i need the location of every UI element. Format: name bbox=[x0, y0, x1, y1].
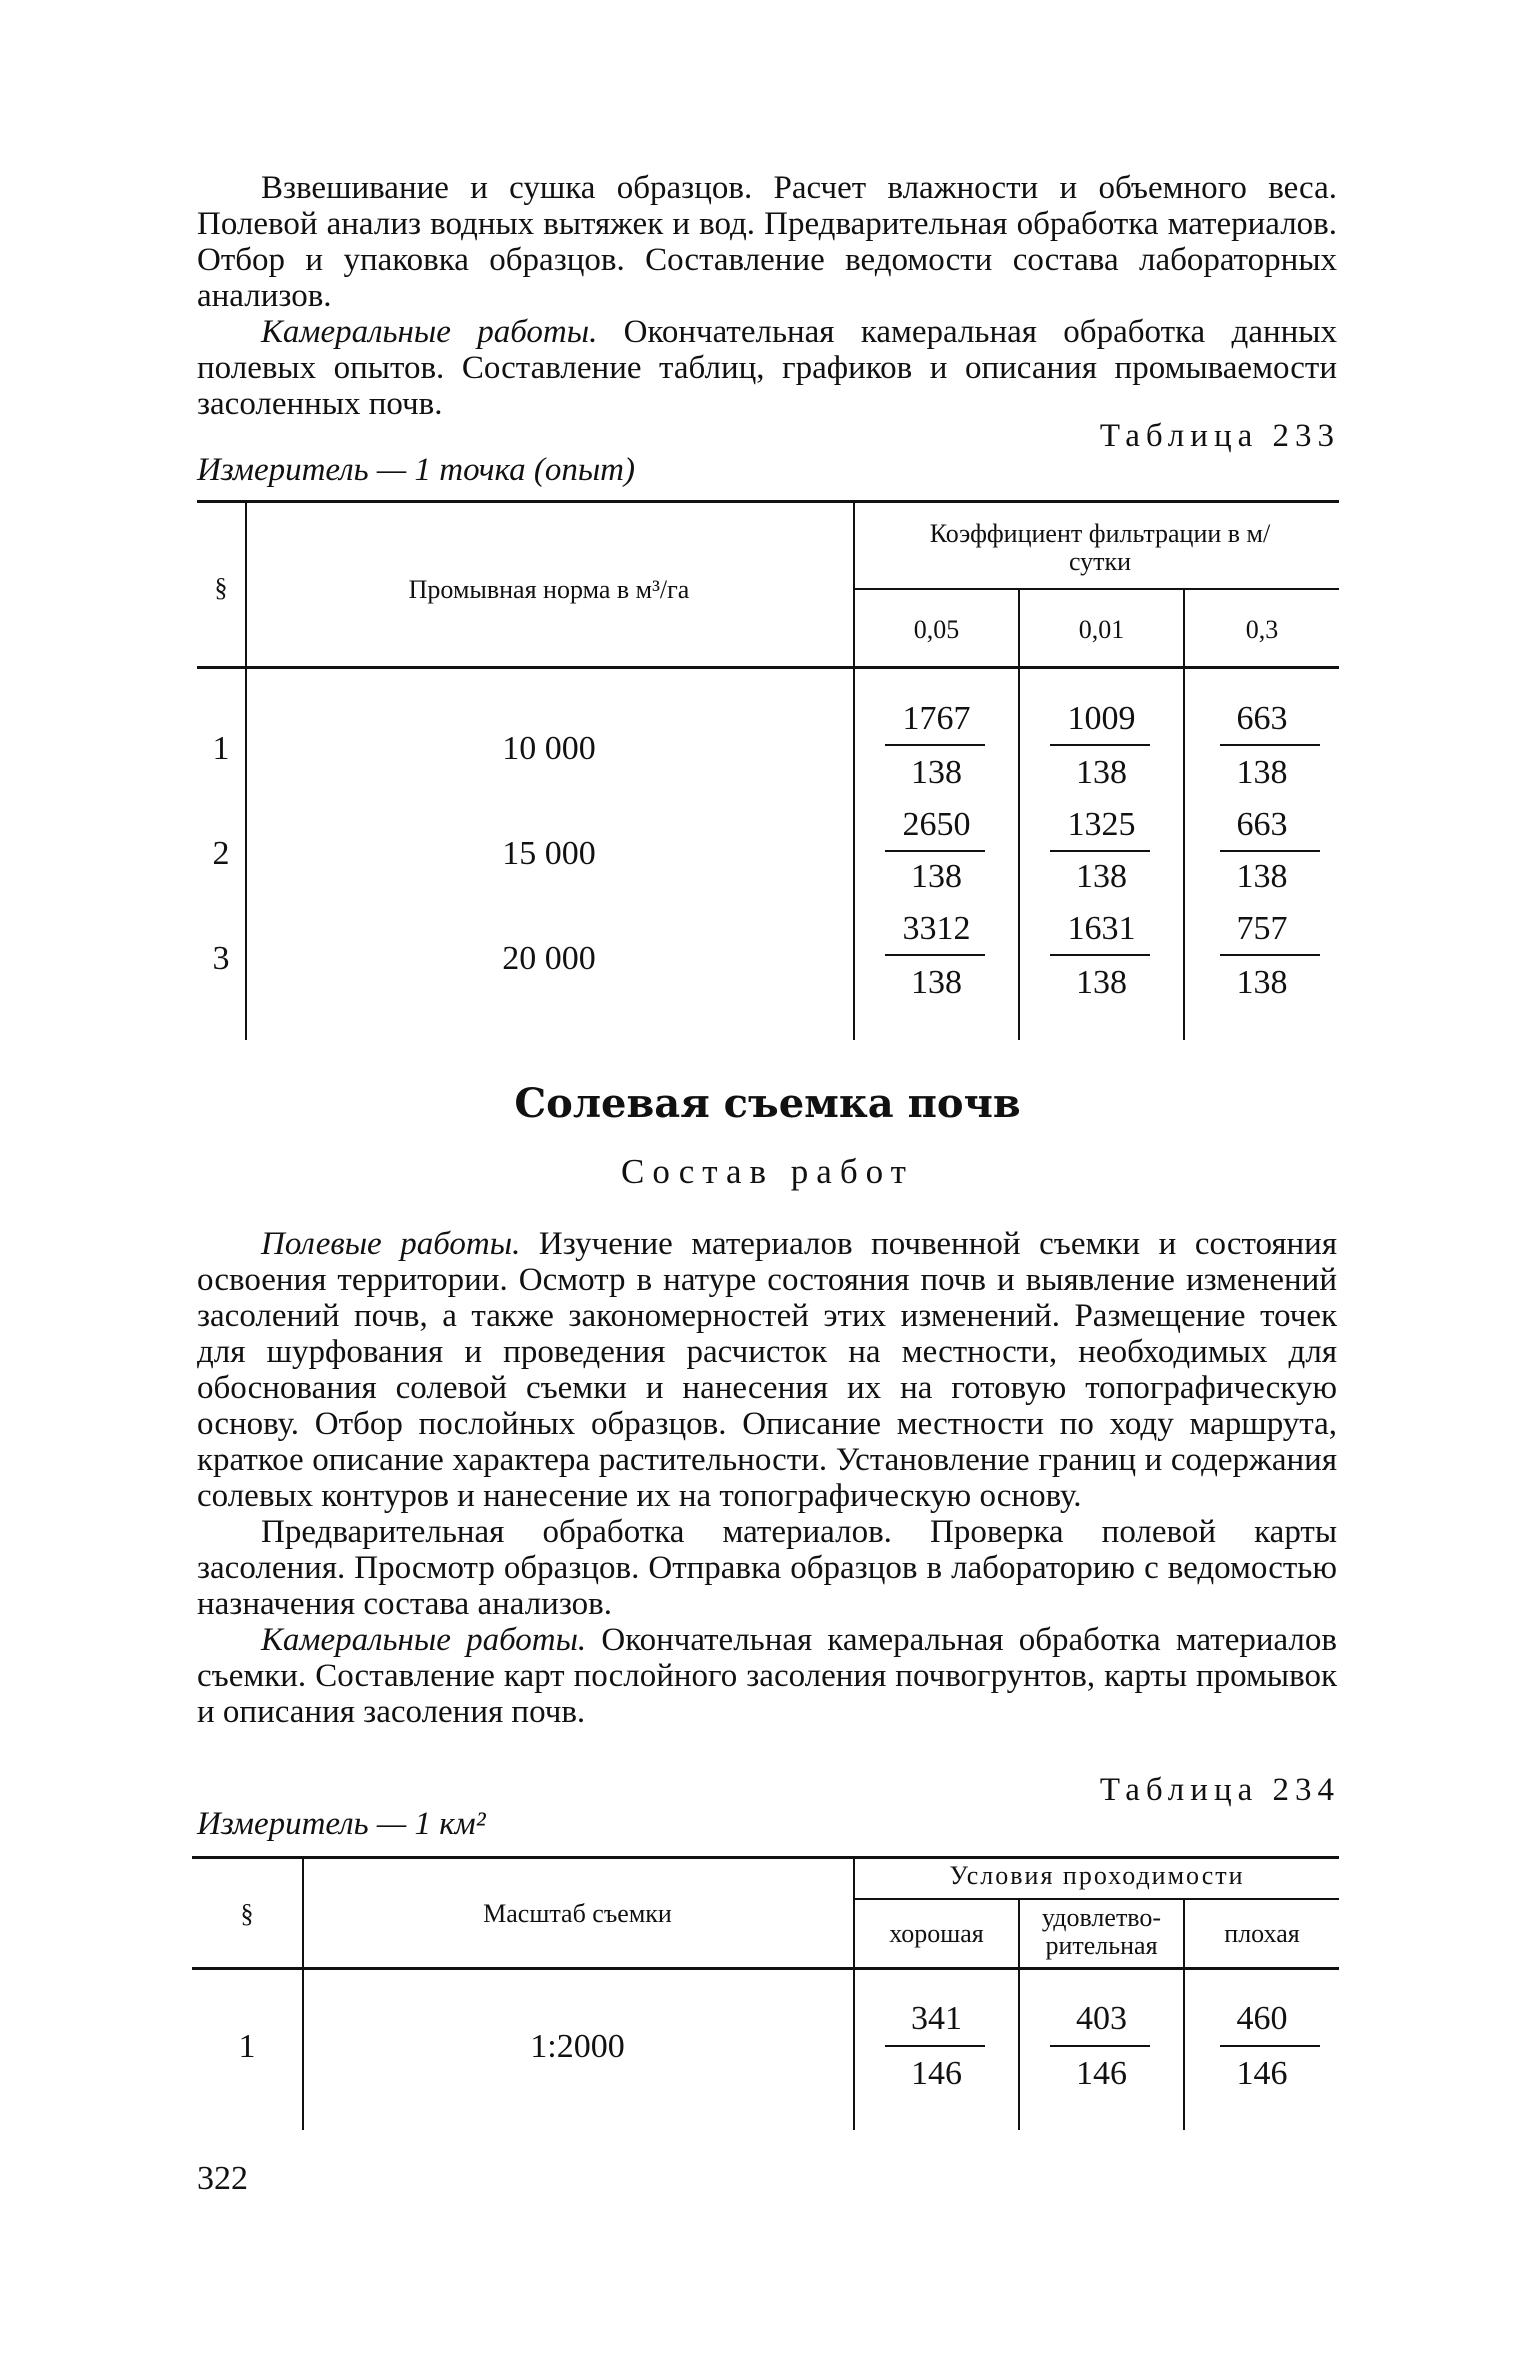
table-233-numerator: 1009 bbox=[1067, 700, 1136, 737]
table-234-caption: Таблица 234 bbox=[1099, 1772, 1340, 1808]
table-233-numerator: 757 bbox=[1236, 910, 1288, 947]
table-234-col-scale: Масштаб съемки bbox=[483, 1899, 672, 1928]
table-234-col-section: § bbox=[240, 1899, 254, 1928]
table-233-denominator: 138 bbox=[1236, 754, 1288, 791]
table-234-cond-col: удовлетво- bbox=[1041, 1903, 1162, 1932]
table-233-denominator: 138 bbox=[911, 754, 962, 791]
table-233-denominator: 138 bbox=[1236, 964, 1288, 1001]
camera-works-paragraph-2 bbox=[197, 1622, 1337, 1730]
fraction-bar bbox=[1220, 954, 1320, 956]
table-233-numerator: 1767 bbox=[902, 700, 971, 737]
table-234-col-group: Условия проходимости bbox=[949, 1861, 1245, 1890]
table-233-denominator: 138 bbox=[1076, 964, 1127, 1001]
table-233-denominator: 138 bbox=[1076, 754, 1127, 791]
table-233-row-number: 3 bbox=[212, 940, 230, 977]
table-233-numerator: 663 bbox=[1236, 700, 1288, 737]
table-233-numerator: 1325 bbox=[1067, 806, 1136, 843]
section-title: Солевая съемка почв bbox=[514, 1080, 1021, 1127]
field-works-text bbox=[197, 1226, 1337, 1730]
table-234-cond-col: плохая bbox=[1224, 1919, 1300, 1948]
table-233-denominator: 138 bbox=[1076, 858, 1127, 895]
table-234-numerator: 403 bbox=[1076, 2000, 1127, 2037]
table-233-denominator: 138 bbox=[911, 964, 962, 1001]
table-233-coef-col: 0,01 bbox=[1078, 615, 1125, 644]
camera-works-paragraph-1 bbox=[197, 314, 1337, 422]
fraction-bar bbox=[885, 954, 985, 956]
table-233-numerator: 2650 bbox=[902, 806, 971, 843]
table-233-row-number: 1 bbox=[212, 730, 230, 767]
table-233-col-section: § bbox=[214, 573, 228, 602]
table-233-row-norm: 10 000 bbox=[502, 730, 596, 767]
field-works-paragraph bbox=[197, 1226, 1337, 1514]
top-paragraph: Взвешивание и сушка образцов. Расчет влажности и объемного веса. Полевой анализ водных вытяжек и вод. Предварительная обработка материалов. Отбор и упаковка образцов. Составление ведомости состава лабораторных анализов. bbox=[197, 170, 1337, 314]
table-233-top-rule bbox=[197, 500, 1339, 503]
table-233-header-rule bbox=[197, 666, 1339, 669]
table-234-header-rule bbox=[192, 1967, 1339, 1970]
table-234-top-rule bbox=[192, 1856, 1339, 1859]
table-233-numerator: 1631 bbox=[1067, 910, 1136, 947]
table-233-row-number: 2 bbox=[212, 835, 230, 872]
table-233-row-norm: 15 000 bbox=[502, 835, 596, 872]
table-233-denominator: 138 bbox=[1236, 858, 1288, 895]
fraction-bar bbox=[885, 744, 985, 746]
fraction-bar bbox=[1050, 744, 1150, 746]
table-234-denominator: 146 bbox=[911, 2055, 962, 2092]
table-233-numerator: 663 bbox=[1236, 806, 1288, 843]
fraction-bar bbox=[885, 2045, 985, 2047]
table-233-group-rule bbox=[855, 588, 1339, 590]
fraction-bar bbox=[1050, 850, 1150, 852]
camera-works-label-2: Камеральные работы. bbox=[261, 1622, 587, 1658]
fraction-bar bbox=[1050, 954, 1150, 956]
prelim-paragraph: Предварительная обработка материалов. Проверка полевой карты засоления. Просмотр образцов. Отправка образцов в лабораторию с ведомостью назначения состава анализов. bbox=[197, 1514, 1337, 1622]
table-233-denominator: 138 bbox=[911, 858, 962, 895]
camera-works-text-2: Окончательная камеральная обработка материалов съемки. Составление карт послойного засоления почвогрунтов, карты промывок и описания засоления почв. bbox=[197, 1622, 1337, 1730]
fraction-bar bbox=[885, 850, 985, 852]
table-234-row-number: 1 bbox=[238, 2028, 256, 2065]
table-233-coef-col: 0,3 bbox=[1245, 615, 1279, 644]
table-234-numerator: 341 bbox=[911, 2000, 962, 2037]
field-works-label: Полевые работы. bbox=[261, 1226, 521, 1262]
table-233-caption: Таблица 233 bbox=[1099, 418, 1340, 454]
page-number: 322 bbox=[197, 2160, 248, 2197]
camera-works-label-1: Камеральные работы. bbox=[261, 314, 598, 350]
table-234-row-scale: 1:2000 bbox=[530, 2028, 625, 2065]
table-234-cond-col: рительная bbox=[1045, 1931, 1158, 1960]
table-233-coef-col: 0,05 bbox=[913, 615, 960, 644]
field-works-body: Изучение материалов почвенной съемки и состояния освоения территории. Осмотр в натуре состояния почв и выявление изменений засолений почв, а также закономерностей этих изменений. Размещение точек для шурфования и проведения расчисток на местности, необходимых для обоснования солевой съемки и нанесения их на готовую топографическую основу. Отбор послойных образцов. Описание местности по ходу маршрута, краткое описание характера растительности. Установление границ и содержания солевых контуров и нанесение их на топографическую основу. bbox=[197, 1226, 1338, 1514]
section-subtitle: Состав работ bbox=[621, 1152, 914, 1191]
table-234-denominator: 146 bbox=[1236, 2055, 1288, 2092]
table-234-vline bbox=[302, 1856, 304, 2130]
table-234-cond-col: хорошая bbox=[889, 1919, 984, 1948]
table-233-meter: Измеритель — 1 точка (опыт) bbox=[197, 452, 635, 488]
table-233-numerator: 3312 bbox=[902, 910, 971, 947]
camera-works-text-1: Окончательная камеральная обработка данных полевых опытов. Составление таблиц, графиков и описания промываемости засоленных почв. bbox=[197, 314, 1337, 422]
table-234-meter: Измеритель — 1 км² bbox=[197, 1806, 486, 1842]
fraction-bar bbox=[1220, 850, 1320, 852]
fraction-bar bbox=[1050, 2045, 1150, 2047]
fraction-bar bbox=[1220, 2045, 1320, 2047]
table-234-denominator: 146 bbox=[1076, 2055, 1127, 2092]
table-233-row-norm: 20 000 bbox=[502, 940, 596, 977]
table-233-col-group: Коэффициент фильтрации в м/сутки bbox=[929, 519, 1271, 576]
intro-text bbox=[197, 170, 1337, 422]
fraction-bar bbox=[1220, 744, 1320, 746]
table-234-numerator: 460 bbox=[1236, 2000, 1288, 2037]
table-233-col-norm: Промывная норма в м³/га bbox=[408, 575, 690, 604]
table-234-group-rule bbox=[855, 1898, 1339, 1900]
